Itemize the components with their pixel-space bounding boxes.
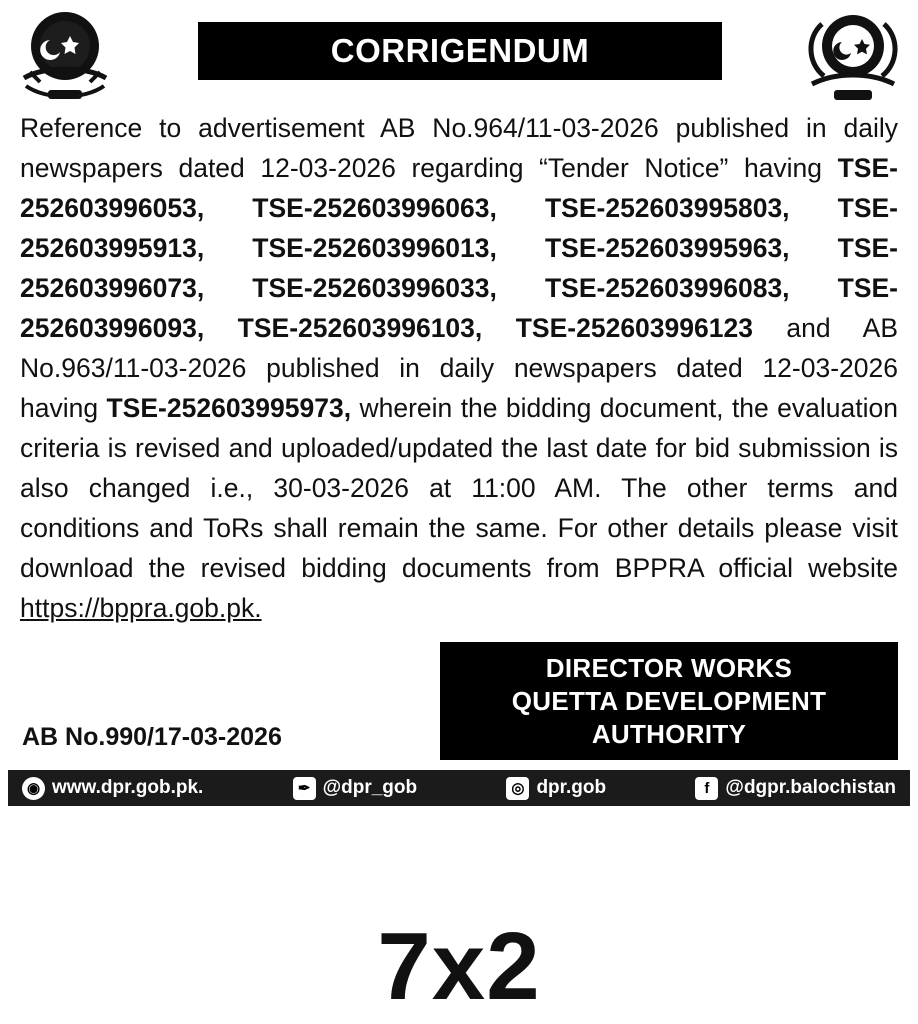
social-handle-label: www.dpr.gob.pk. xyxy=(52,777,204,798)
tender-reference-codes: TSE-252603996053, TSE-252603996063, TSE-252603995803, TSE-252603995913, TSE-252603996013, TSE-252603995963, TSE-252603996073, TSE-252603996033, TSE-252603996083, TSE-252603996093, TSE-252603996103, TSE-252603996123 xyxy=(20,153,898,343)
twitter-icon: ✒ xyxy=(293,777,316,800)
social-item-globe[interactable] xyxy=(22,777,203,800)
authority-line-3: AUTHORITY xyxy=(591,718,747,749)
social-handle-label: @dpr_gob xyxy=(322,777,418,798)
bppra-website-link[interactable]: https://bppra.gob.pk. xyxy=(20,593,262,623)
notice-paragraph xyxy=(20,108,898,628)
authority-line-1: DIRECTOR WORKS xyxy=(545,652,793,683)
instagram-icon: ◎ xyxy=(506,777,529,800)
notice-text-segment: Reference to advertisement AB No.964/11-03-2026 published in daily newspapers dated 12-03-2026 regarding “Tender Notice” having xyxy=(20,113,898,183)
social-item-instagram[interactable] xyxy=(506,777,606,800)
ad-size-mark: 7x2 xyxy=(377,913,541,1020)
authority-line-2: QUETTA DEVELOPMENT xyxy=(511,685,827,716)
notice-text-segment: wherein the bidding document, the evaluation criteria is revised and uploaded/updated the last date for bid submission is also changed i.e., 30-03-2026 at 11:00 AM. The other terms and conditions and ToRs shall remain the same. For other details please visit download the revised bidding documents from BPPRA official website xyxy=(20,393,898,583)
document-title-bar xyxy=(198,22,722,80)
social-media-strip xyxy=(8,770,910,806)
signature-area xyxy=(0,642,918,764)
social-handle-label: @dgpr.balochistan xyxy=(725,777,896,798)
balochistan-government-crest xyxy=(10,6,120,106)
page-title: CORRIGENDUM xyxy=(330,32,590,69)
document-header xyxy=(0,0,918,108)
social-item-facebook[interactable] xyxy=(695,777,896,800)
social-handle-label: dpr.gob xyxy=(536,777,607,798)
ab-number: AB No.990/17-03-2026 xyxy=(22,723,282,751)
notice-text-segment: and AB No.963/11-03-2026 published in daily newspapers dated 12-03-2026 having xyxy=(20,313,899,423)
facebook-icon: f xyxy=(695,777,718,800)
notice-body xyxy=(0,108,918,628)
issuing-authority-box xyxy=(440,642,898,760)
social-item-twitter[interactable] xyxy=(293,777,418,800)
tender-reference-codes: TSE-252603995973, xyxy=(106,393,352,423)
quetta-development-authority-crest xyxy=(798,6,908,106)
globe-icon: ◉ xyxy=(22,777,45,800)
